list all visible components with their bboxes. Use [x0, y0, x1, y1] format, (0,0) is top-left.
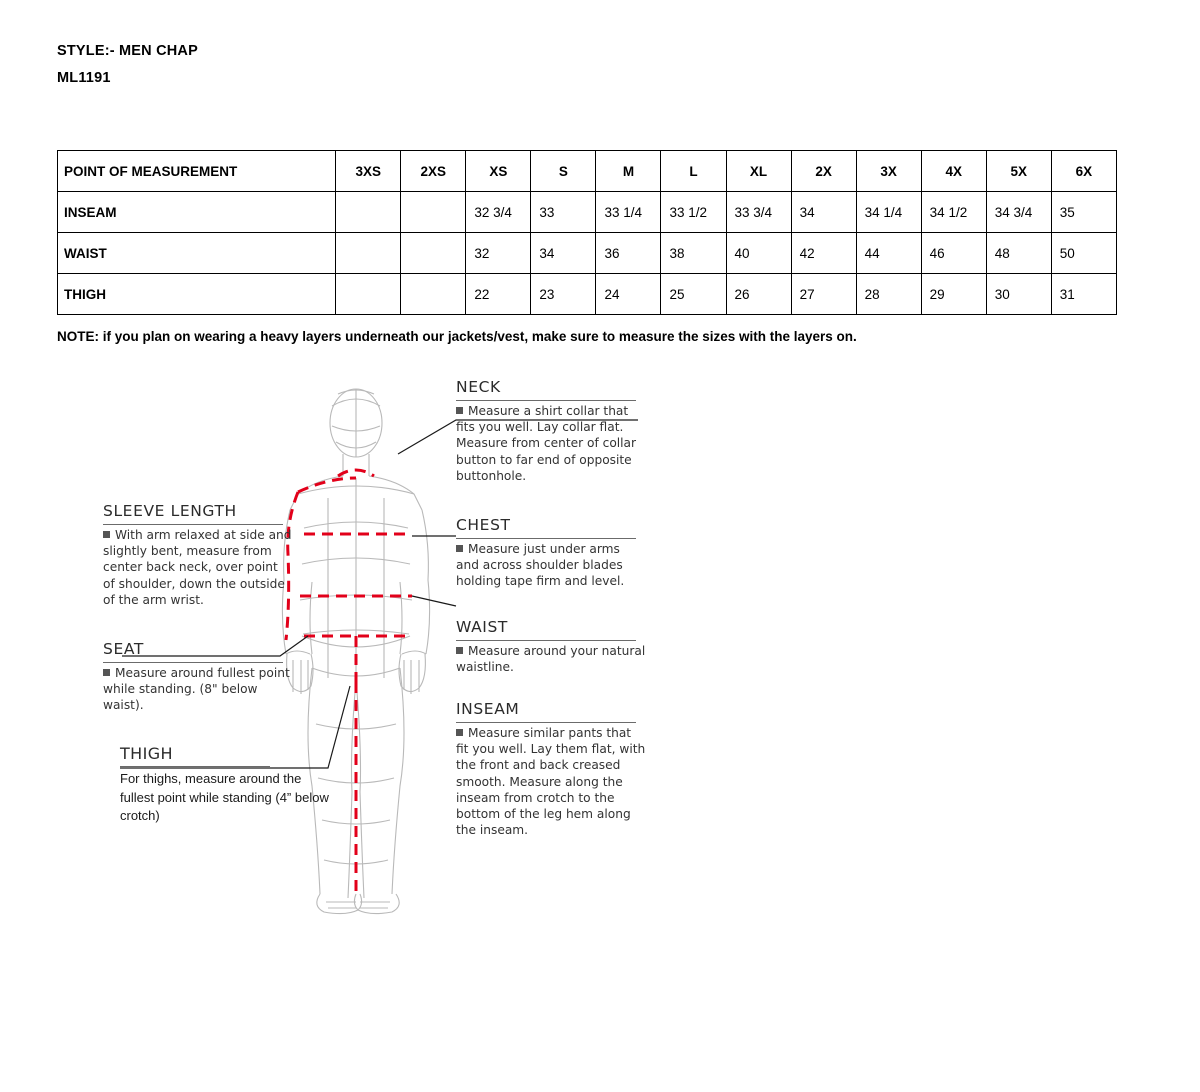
measurement-note: NOTE: if you plan on wearing a heavy layers underneath our jackets/vest, make sure to measure the sizes with the layers on.: [57, 329, 857, 344]
cell-waist-3xs: [336, 233, 401, 274]
cell-inseam-2xs: [401, 192, 466, 233]
cell-thigh-xs: 22: [466, 274, 531, 315]
cell-inseam-s: 33: [531, 192, 596, 233]
row-label-inseam: INSEAM: [58, 192, 336, 233]
cell-inseam-m: 33 1/4: [596, 192, 661, 233]
table-row: [58, 233, 1117, 274]
column-header-xs: XS: [466, 151, 531, 192]
column-header-m: M: [596, 151, 661, 192]
cell-thigh-2x: 27: [791, 274, 856, 315]
rule-sleeve: [103, 524, 283, 525]
column-header-xl: XL: [726, 151, 791, 192]
callout-inseam-text: [456, 725, 646, 838]
callout-seat: [103, 640, 298, 714]
callout-chest-title: CHEST: [456, 516, 511, 534]
column-header-s: S: [531, 151, 596, 192]
cell-inseam-5x: 34 3/4: [986, 192, 1051, 233]
rule-inseam: [456, 722, 636, 723]
table-header-row: [58, 151, 1117, 192]
callout-chest: [456, 516, 646, 590]
callout-inseam-title: INSEAM: [456, 700, 520, 718]
callout-waist-text: [456, 643, 646, 675]
bullet-icon: [456, 729, 463, 736]
callout-neck-body: Measure a shirt collar that fits you well. Lay collar flat. Measure from center of collar button to far end of opposite buttonhole.: [456, 404, 637, 483]
rule-chest: [456, 538, 636, 539]
table-row: [58, 192, 1117, 233]
cell-inseam-3x: 34 1/4: [856, 192, 921, 233]
column-header-pom: POINT OF MEASUREMENT: [58, 151, 336, 192]
cell-thigh-l: 25: [661, 274, 726, 315]
rule-seat: [103, 662, 283, 663]
callout-thigh-title: THIGH: [120, 744, 173, 763]
callout-seat-text: [103, 665, 298, 714]
callout-waist: [456, 618, 646, 675]
cell-waist-6x: 50: [1051, 233, 1116, 274]
cell-waist-5x: 48: [986, 233, 1051, 274]
callout-thigh-text: For thighs, measure around the fullest point while standing (4” below crotch): [120, 771, 329, 823]
style-line: STYLE:- MEN CHAP: [57, 43, 198, 59]
bullet-icon: [456, 545, 463, 552]
size-chart-table: [57, 150, 1117, 315]
column-header-5x: 5X: [986, 151, 1051, 192]
rule-thigh: [120, 766, 270, 767]
column-header-3xs: 3XS: [336, 151, 401, 192]
callout-waist-title: WAIST: [456, 618, 508, 636]
column-header-6x: 6X: [1051, 151, 1116, 192]
column-header-4x: 4X: [921, 151, 986, 192]
bullet-icon: [103, 669, 110, 676]
rule-waist: [456, 640, 636, 641]
cell-inseam-4x: 34 1/2: [921, 192, 986, 233]
cell-waist-4x: 46: [921, 233, 986, 274]
bullet-icon: [456, 407, 463, 414]
callout-sleeve-text: [103, 527, 293, 608]
column-header-l: L: [661, 151, 726, 192]
callout-sleeve-title: SLEEVE LENGTH: [103, 502, 237, 520]
cell-inseam-xs: 32 3/4: [466, 192, 531, 233]
cell-waist-3x: 44: [856, 233, 921, 274]
measurement-lines: [286, 470, 412, 898]
callout-neck: [456, 378, 646, 484]
column-header-2xs: 2XS: [401, 151, 466, 192]
cell-inseam-l: 33 1/2: [661, 192, 726, 233]
callout-chest-body: Measure just under arms and across shoulder blades holding tape firm and level.: [456, 542, 625, 589]
callout-sleeve-length: [103, 502, 293, 608]
callout-seat-title: SEAT: [103, 640, 144, 658]
document-title-block: [57, 38, 198, 92]
rule-neck: [456, 400, 636, 401]
style-code: ML1191: [57, 70, 111, 86]
cell-thigh-3x: 28: [856, 274, 921, 315]
bullet-icon: [103, 531, 110, 538]
table-row: [58, 274, 1117, 315]
column-header-3x: 3X: [856, 151, 921, 192]
cell-thigh-xl: 26: [726, 274, 791, 315]
callout-neck-title: NECK: [456, 378, 501, 396]
cell-waist-m: 36: [596, 233, 661, 274]
callout-neck-text: [456, 403, 646, 484]
cell-waist-s: 34: [531, 233, 596, 274]
callout-seat-body: Measure around fullest point while standing. (8" below waist).: [103, 666, 290, 713]
cell-waist-2x: 42: [791, 233, 856, 274]
row-label-thigh: THIGH: [58, 274, 336, 315]
cell-thigh-2xs: [401, 274, 466, 315]
callout-inseam: [456, 700, 646, 838]
callout-thigh: [120, 744, 330, 826]
column-header-2x: 2X: [791, 151, 856, 192]
cell-thigh-m: 24: [596, 274, 661, 315]
cell-inseam-2x: 34: [791, 192, 856, 233]
cell-thigh-3xs: [336, 274, 401, 315]
cell-waist-l: 38: [661, 233, 726, 274]
row-label-waist: WAIST: [58, 233, 336, 274]
callout-inseam-body: Measure similar pants that fit you well. Lay them flat, with the front and back creased smooth. Measure along the inseam from crotch to the bottom of the leg hem along the inseam.: [456, 726, 646, 838]
measurement-diagram: [60, 368, 1140, 928]
cell-waist-xl: 40: [726, 233, 791, 274]
cell-thigh-5x: 30: [986, 274, 1051, 315]
cell-waist-xs: 32: [466, 233, 531, 274]
callout-chest-text: [456, 541, 646, 590]
callout-waist-body: Measure around your natural waistline.: [456, 644, 646, 675]
callout-sleeve-body: With arm relaxed at side and slightly bent, measure from center back neck, over point of shoulder, down the outside of the arm wrist.: [103, 528, 292, 607]
cell-thigh-s: 23: [531, 274, 596, 315]
bullet-icon: [456, 647, 463, 654]
cell-thigh-4x: 29: [921, 274, 986, 315]
cell-waist-2xs: [401, 233, 466, 274]
cell-thigh-6x: 31: [1051, 274, 1116, 315]
cell-inseam-xl: 33 3/4: [726, 192, 791, 233]
cell-inseam-3xs: [336, 192, 401, 233]
cell-inseam-6x: 35: [1051, 192, 1116, 233]
